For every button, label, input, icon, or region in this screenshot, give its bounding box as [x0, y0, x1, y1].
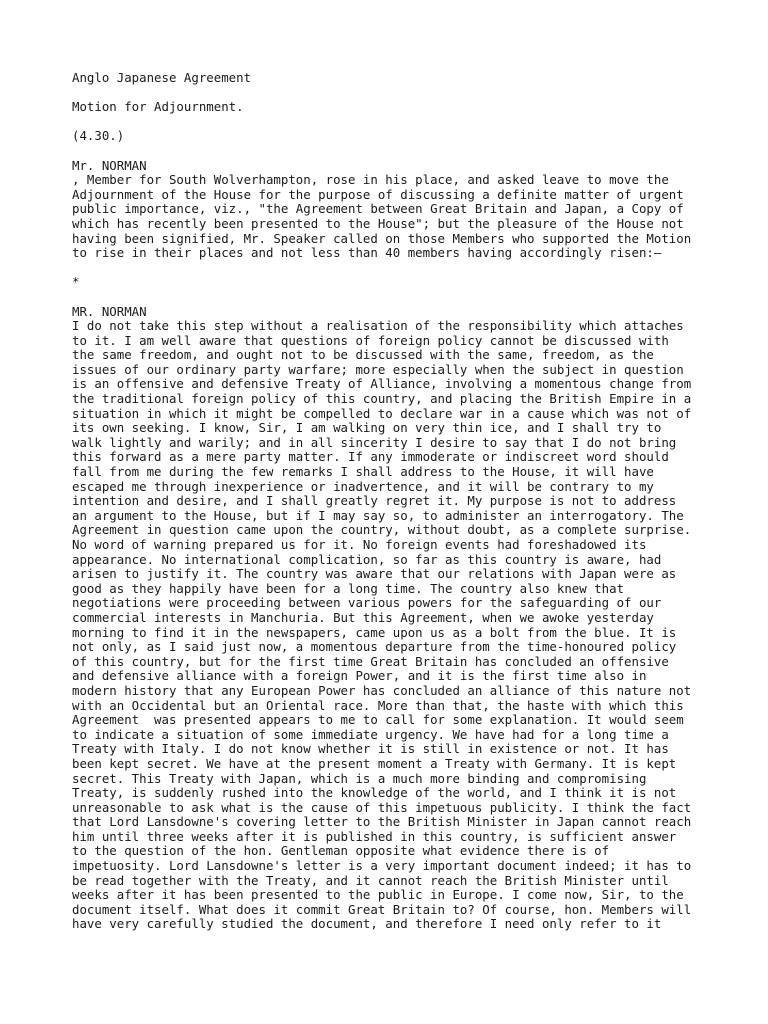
speech-line: document itself. What does it commit Great Britain to? Of course, hon. Members will	[72, 901, 692, 917]
separator-star: *	[72, 274, 80, 290]
speech-line: negotiations were proceeding between various powers for the safeguarding of our	[72, 595, 662, 611]
intro-paragraph	[72, 173, 712, 261]
speech-line: secret. This Treaty with Japan, which is a much more binding and compromising	[72, 770, 647, 786]
speech-line: impetuosity. Lord Lansdowne's letter is a very important document indeed; it has to	[72, 858, 692, 874]
speech-line: to indicate a situation of some immediate urgency. We have had for a long time a	[72, 726, 669, 742]
speech-line: that Lord Lansdowne's covering letter to the British Minister in Japan cannot reach	[72, 814, 692, 830]
speech-line: the traditional foreign policy of this country, and placing the British Empire in a	[72, 391, 692, 407]
speech-line: commercial interests in Manchuria. But this Agreement, when we awoke yesterday	[72, 609, 654, 625]
speech-line: situation in which it might be compelled to declare war in a cause which was not of	[72, 405, 692, 421]
speech-line: him until three weeks after it is published in this country, is sufficient answer	[72, 828, 677, 844]
speaker-name: MR. NORMAN	[72, 303, 147, 319]
intro-line: having been signified, Mr. Speaker called on those Members who supported the Motion	[72, 230, 692, 246]
speech-line: modern history that any European Power has concluded an alliance of this nature not	[72, 682, 692, 698]
intro-line: Adjournment of the House for the purpose of discussing a definite matter of urgent	[72, 186, 684, 202]
speech-line: to it. I am well aware that questions of foreign policy cannot be discussed with	[72, 332, 669, 348]
speech-line: issues of our ordinary party warfare; more especially when the subject in question	[72, 361, 684, 377]
speech-line: weeks after it has been presented to the public in Europe. I come now, Sir, to the	[72, 887, 684, 903]
speech-line: have very carefully studied the document, and therefore I need only refer to it	[72, 916, 662, 932]
speech-line: the same freedom, and ought not to be discussed with the same, freedom, as the	[72, 347, 654, 363]
intro-line: , Member for South Wolverhampton, rose in his place, and asked leave to move the	[72, 172, 669, 188]
speech-line: appearance. No international complication, so far as this country is aware, had	[72, 551, 662, 567]
intro-line: to rise in their places and not less than 40 members having accordingly risen:—	[72, 245, 662, 261]
speech-line: not only, as I said just now, a momentous departure from the time-honoured policy	[72, 639, 677, 655]
time-marker: (4.30.)	[72, 128, 125, 144]
speaker-intro: Mr. NORMAN	[72, 157, 147, 173]
intro-line: which has recently been presented to the House"; but the pleasure of the House not	[72, 215, 684, 231]
speech-line: this forward as a mere party matter. If any immoderate or indiscreet word should	[72, 449, 669, 465]
speech-line: Agreement in question came upon the country, without doubt, as a complete surprise.	[72, 522, 692, 538]
document-body	[72, 71, 712, 932]
speech-line: be read together with the Treaty, and it cannot reach the British Minister until	[72, 872, 669, 888]
speech-line: is an offensive and defensive Treaty of Alliance, involving a momentous change from	[72, 376, 692, 392]
speech-line: morning to find it in the newspapers, came upon us as a bolt from the blue. It is	[72, 624, 677, 640]
speech-line: Agreement was presented appears to me to call for some explanation. It would seem	[72, 712, 684, 728]
speech-paragraph	[72, 319, 712, 932]
speech-line: intention and desire, and I shall greatly regret it. My purpose is not to address	[72, 493, 677, 509]
speech-line: Treaty with Italy. I do not know whether it is still in existence or not. It has	[72, 741, 669, 757]
speech-line: been kept secret. We have at the present moment a Treaty with Germany. It is kept	[72, 755, 677, 771]
document-subtitle: Motion for Adjournment.	[72, 99, 244, 115]
speech-line: escaped me through inexperience or inadvertence, and it will be contrary to my	[72, 478, 654, 494]
speech-line: an argument to the House, but if I may say so, to administer an interrogatory. The	[72, 507, 684, 523]
document-title: Anglo Japanese Agreement	[72, 70, 252, 85]
speech-line: its own seeking. I know, Sir, I am walking on very thin ice, and I shall try to	[72, 420, 662, 436]
speech-line: Treaty, is suddenly rushed into the knowledge of the world, and I think it is not	[72, 785, 677, 801]
speech-line: and defensive alliance with a foreign Power, and it is the first time also in	[72, 668, 647, 684]
speech-line: No word of warning prepared us for it. No foreign events had foreshadowed its	[72, 537, 647, 552]
speech-line: walk lightly and warily; and in all sincerity I desire to say that I do not bring	[72, 434, 677, 450]
speech-line: I do not take this step without a realisation of the responsibility which attaches	[72, 318, 684, 334]
speech-line: to the question of the hon. Gentleman opposite what evidence there is of	[72, 843, 610, 859]
speech-line: unreasonable to ask what is the cause of this impetuous publicity. I think the fact	[72, 799, 692, 815]
speech-line: good as they happily have been for a long time. The country also knew that	[72, 580, 625, 596]
speech-line: arisen to justify it. The country was aware that our relations with Japan were as	[72, 566, 677, 582]
speech-line: with an Occidental but an Oriental race. More than that, the haste with which this	[72, 697, 684, 713]
intro-line: public importance, viz., "the Agreement between Great Britain and Japan, a Copy of	[72, 201, 684, 217]
speech-line: fall from me during the few remarks I shall address to the House, it will have	[72, 464, 654, 480]
speech-line: of this country, but for the first time Great Britain has concluded an offensive	[72, 653, 669, 669]
